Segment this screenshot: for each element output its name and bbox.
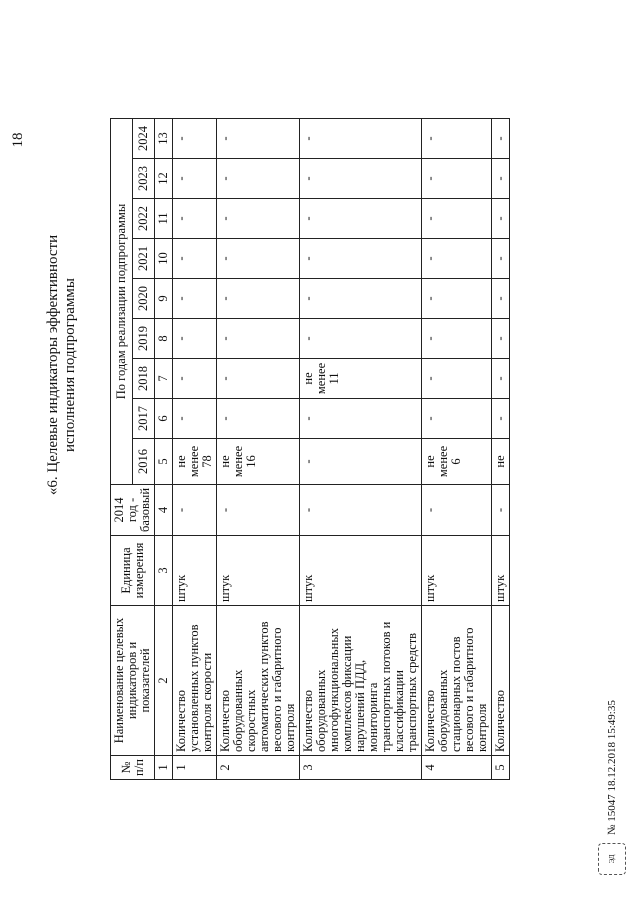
row-num: 5 (492, 756, 510, 780)
index-row (155, 118, 173, 779)
year-value: - (173, 358, 217, 398)
year-header: 2024 (133, 118, 155, 158)
year-header: 2021 (133, 238, 155, 278)
year-header: 2020 (133, 278, 155, 318)
year-value: - (492, 158, 510, 198)
year-value: - (300, 438, 422, 484)
footer (598, 700, 626, 875)
indicator-name: Количество оборудованных стационарных постов весового и габаритного контроля (422, 606, 492, 756)
year-value: - (217, 398, 300, 438)
year-value: не менее 16 (217, 438, 300, 484)
section-title (45, 155, 79, 575)
year-value: - (173, 278, 217, 318)
page-number: 18 (10, 132, 26, 148)
year-value: - (173, 158, 217, 198)
year-value: - (217, 318, 300, 358)
year-value: не менее 6 (422, 438, 492, 484)
table-row (300, 118, 422, 779)
base-year-value: - (173, 484, 217, 535)
index-cell: 5 (155, 438, 173, 484)
year-value: - (492, 118, 510, 158)
indicator-name: Количество (492, 606, 510, 756)
title-line-2: исполнения подпрограммы (62, 277, 78, 453)
year-value: - (173, 198, 217, 238)
year-value: - (300, 158, 422, 198)
year-value: - (173, 398, 217, 438)
year-value: - (422, 158, 492, 198)
row-num: 3 (300, 756, 422, 780)
unit-cell: штук (422, 536, 492, 606)
index-cell: 8 (155, 318, 173, 358)
row-num: 1 (173, 756, 217, 780)
year-value: - (422, 358, 492, 398)
index-cell: 11 (155, 198, 173, 238)
year-value: - (217, 278, 300, 318)
base-year-value: - (422, 484, 492, 535)
header-name: Наименование целевых индикаторов и показателей (111, 606, 155, 756)
year-value: - (300, 198, 422, 238)
title-line-1: «6. Целевые индикаторы эффективности (45, 234, 61, 496)
year-value: - (422, 238, 492, 278)
indicators-table (110, 118, 510, 780)
year-value: - (173, 238, 217, 278)
header-num: № п/п (111, 756, 155, 780)
unit-cell: штук (173, 536, 217, 606)
index-cell: 9 (155, 278, 173, 318)
base-year-value: - (217, 484, 300, 535)
index-cell: 1 (155, 756, 173, 780)
year-value: не менее 78 (173, 438, 217, 484)
year-value: - (217, 198, 300, 238)
year-header: 2019 (133, 318, 155, 358)
indicator-name: Количество оборудованных многофункциональных комплексов фиксации нарушений ПДД, мониторинга транспортных потоков и классификации транспортных средств (300, 606, 422, 756)
header-base-year: 2014 год - базовый (111, 484, 155, 535)
header-group: По годам реализации подпрограммы (111, 118, 133, 484)
year-value: - (492, 278, 510, 318)
table-row (422, 118, 492, 779)
table-body (173, 118, 510, 779)
year-value: - (300, 278, 422, 318)
year-value: не (492, 438, 510, 484)
index-cell: 12 (155, 158, 173, 198)
year-value: - (492, 318, 510, 358)
unit-cell: штук (217, 536, 300, 606)
unit-cell: штук (492, 536, 510, 606)
year-value: - (217, 158, 300, 198)
year-value: - (173, 118, 217, 158)
year-value: - (422, 198, 492, 238)
indicator-name: Количество оборудованных скоростных автоматических пунктов весового и габаритного контроля (217, 606, 300, 756)
year-header: 2022 (133, 198, 155, 238)
electronic-seal-icon: ЭД (598, 843, 626, 875)
year-value: - (300, 398, 422, 438)
indicator-name: Количество установленных пунктов контроля скорости (173, 606, 217, 756)
year-value: не менее 11 (300, 358, 422, 398)
year-value: - (300, 238, 422, 278)
year-value: - (492, 238, 510, 278)
header-row (111, 118, 133, 779)
year-value: - (300, 118, 422, 158)
unit-cell: штук (300, 536, 422, 606)
year-value: - (422, 398, 492, 438)
index-cell: 6 (155, 398, 173, 438)
base-year-value: - (300, 484, 422, 535)
index-cell: 10 (155, 238, 173, 278)
year-value: - (217, 358, 300, 398)
year-value: - (300, 318, 422, 358)
year-value: - (422, 278, 492, 318)
year-value: - (217, 118, 300, 158)
index-cell: 2 (155, 606, 173, 756)
row-num: 2 (217, 756, 300, 780)
index-cell: 3 (155, 536, 173, 606)
table-row (173, 118, 217, 779)
year-header: 2016 (133, 438, 155, 484)
year-value: - (492, 398, 510, 438)
year-value: - (422, 318, 492, 358)
year-header: 2023 (133, 158, 155, 198)
year-value: - (492, 198, 510, 238)
year-header: 2017 (133, 398, 155, 438)
year-value: - (492, 358, 510, 398)
year-header: 2018 (133, 358, 155, 398)
year-value: - (217, 238, 300, 278)
year-value: - (422, 118, 492, 158)
row-num: 4 (422, 756, 492, 780)
header-unit: Единица измерения (111, 536, 155, 606)
index-cell: 7 (155, 358, 173, 398)
table-row (217, 118, 300, 779)
registration-stamp: № 15047 18.12.2018 15:49:35 (606, 700, 618, 835)
base-year-value: - (492, 484, 510, 535)
index-cell: 13 (155, 118, 173, 158)
index-cell: 4 (155, 484, 173, 535)
year-value: - (173, 318, 217, 358)
table-row (492, 118, 510, 779)
